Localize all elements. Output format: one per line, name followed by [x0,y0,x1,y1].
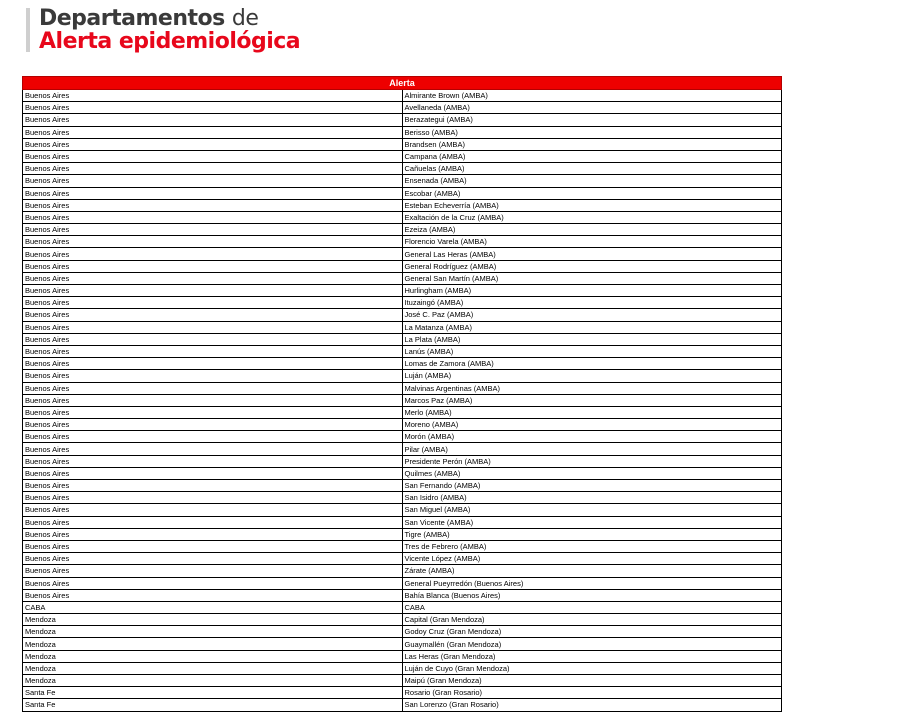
table-row [23,248,782,260]
table-row [23,211,782,223]
department-cell: San Isidro (AMBA) [402,492,782,504]
table-row [23,150,782,162]
province-cell: Mendoza [23,614,403,626]
table-row [23,406,782,418]
table-row [23,650,782,662]
province-cell: Buenos Aires [23,248,403,260]
department-cell: Exaltación de la Cruz (AMBA) [402,211,782,223]
province-cell: Buenos Aires [23,114,403,126]
table-row [23,175,782,187]
department-cell: San Lorenzo (Gran Rosario) [402,699,782,711]
department-cell: Almirante Brown (AMBA) [402,90,782,102]
province-cell: Mendoza [23,675,403,687]
table-row [23,382,782,394]
table-row [23,419,782,431]
province-cell: Buenos Aires [23,455,403,467]
province-cell: Buenos Aires [23,370,403,382]
table-row [23,589,782,601]
department-cell: San Fernando (AMBA) [402,480,782,492]
province-cell: Buenos Aires [23,138,403,150]
department-cell: José C. Paz (AMBA) [402,309,782,321]
table-row [23,90,782,102]
table-row [23,431,782,443]
table-row [23,297,782,309]
province-cell: Mendoza [23,662,403,674]
table-row [23,443,782,455]
title-line-2: Alerta epidemiológica [39,29,301,54]
province-cell: Buenos Aires [23,260,403,272]
department-cell: Berisso (AMBA) [402,126,782,138]
table-row [23,187,782,199]
province-cell: Buenos Aires [23,577,403,589]
table-row [23,102,782,114]
table-header: Alerta [23,77,782,90]
department-cell: Escobar (AMBA) [402,187,782,199]
province-cell: Buenos Aires [23,285,403,297]
province-cell: Buenos Aires [23,187,403,199]
province-cell: Buenos Aires [23,467,403,479]
province-cell: Buenos Aires [23,272,403,284]
province-cell: Buenos Aires [23,199,403,211]
province-cell: Buenos Aires [23,443,403,455]
department-cell: Vicente López (AMBA) [402,553,782,565]
province-cell: Buenos Aires [23,553,403,565]
province-cell: Buenos Aires [23,150,403,162]
province-cell: Buenos Aires [23,126,403,138]
department-cell: Pilar (AMBA) [402,443,782,455]
table-header-row [23,77,782,90]
province-cell: Buenos Aires [23,419,403,431]
table-row [23,577,782,589]
table-row [23,345,782,357]
table-row [23,236,782,248]
table-row [23,224,782,236]
table-row [23,394,782,406]
table-row [23,370,782,382]
province-cell: Buenos Aires [23,431,403,443]
department-cell: Lomas de Zamora (AMBA) [402,358,782,370]
table-row [23,114,782,126]
province-cell: Buenos Aires [23,394,403,406]
department-cell: Rosario (Gran Rosario) [402,687,782,699]
province-cell: Buenos Aires [23,345,403,357]
province-cell: Santa Fe [23,687,403,699]
department-cell: Ituzaingó (AMBA) [402,297,782,309]
department-cell: Tigre (AMBA) [402,528,782,540]
table-row [23,480,782,492]
province-cell: Buenos Aires [23,358,403,370]
department-cell: Morón (AMBA) [402,431,782,443]
table-row [23,528,782,540]
province-cell: CABA [23,601,403,613]
province-cell: Buenos Aires [23,321,403,333]
table-body [23,90,782,712]
department-cell: Zárate (AMBA) [402,565,782,577]
table-row [23,601,782,613]
department-cell: San Vicente (AMBA) [402,516,782,528]
department-cell: La Matanza (AMBA) [402,321,782,333]
department-cell: Quilmes (AMBA) [402,467,782,479]
table-row [23,199,782,211]
province-cell: Buenos Aires [23,211,403,223]
department-cell: General Las Heras (AMBA) [402,248,782,260]
department-cell: General San Martín (AMBA) [402,272,782,284]
province-cell: Buenos Aires [23,516,403,528]
department-cell: Hurlingham (AMBA) [402,285,782,297]
department-cell: General Rodríguez (AMBA) [402,260,782,272]
province-cell: Buenos Aires [23,540,403,552]
table-row [23,321,782,333]
province-cell: Buenos Aires [23,175,403,187]
department-cell: Bahía Blanca (Buenos Aires) [402,589,782,601]
department-cell: CABA [402,601,782,613]
table-row [23,285,782,297]
table-row [23,492,782,504]
department-cell: San Miguel (AMBA) [402,504,782,516]
table-row [23,687,782,699]
province-cell: Buenos Aires [23,297,403,309]
province-cell: Mendoza [23,638,403,650]
department-cell: La Plata (AMBA) [402,333,782,345]
table-row [23,455,782,467]
department-cell: General Pueyrredón (Buenos Aires) [402,577,782,589]
page-title [26,8,300,52]
province-cell: Buenos Aires [23,492,403,504]
title-bold: Departamentos [39,6,225,31]
department-cell: Guaymallén (Gran Mendoza) [402,638,782,650]
province-cell: Buenos Aires [23,382,403,394]
department-cell: Godoy Cruz (Gran Mendoza) [402,626,782,638]
department-cell: Luján de Cuyo (Gran Mendoza) [402,662,782,674]
department-cell: Marcos Paz (AMBA) [402,394,782,406]
department-cell: Malvinas Argentinas (AMBA) [402,382,782,394]
department-cell: Campana (AMBA) [402,150,782,162]
table-row [23,662,782,674]
province-cell: Buenos Aires [23,224,403,236]
department-cell: Florencio Varela (AMBA) [402,236,782,248]
province-cell: Buenos Aires [23,528,403,540]
table-row [23,467,782,479]
province-cell: Buenos Aires [23,163,403,175]
department-cell: Maipú (Gran Mendoza) [402,675,782,687]
title-light: de [231,6,259,31]
title-line-1 [39,8,300,30]
table-row [23,614,782,626]
table-row [23,626,782,638]
table-row [23,504,782,516]
table-row [23,553,782,565]
alert-table [22,76,782,712]
department-cell: Ezeiza (AMBA) [402,224,782,236]
province-cell: Buenos Aires [23,589,403,601]
department-cell: Esteban Echeverría (AMBA) [402,199,782,211]
table-row [23,163,782,175]
table-row [23,126,782,138]
department-cell: Tres de Febrero (AMBA) [402,540,782,552]
table-row [23,272,782,284]
province-cell: Buenos Aires [23,102,403,114]
province-cell: Mendoza [23,650,403,662]
province-cell: Buenos Aires [23,333,403,345]
department-cell: Merlo (AMBA) [402,406,782,418]
province-cell: Buenos Aires [23,480,403,492]
department-cell: Berazategui (AMBA) [402,114,782,126]
province-cell: Buenos Aires [23,504,403,516]
table-row [23,699,782,711]
department-cell: Presidente Perón (AMBA) [402,455,782,467]
department-cell: Las Heras (Gran Mendoza) [402,650,782,662]
province-cell: Buenos Aires [23,309,403,321]
province-cell: Buenos Aires [23,90,403,102]
table-row [23,358,782,370]
table-row [23,309,782,321]
province-cell: Buenos Aires [23,565,403,577]
department-cell: Capital (Gran Mendoza) [402,614,782,626]
department-cell: Cañuelas (AMBA) [402,163,782,175]
province-cell: Santa Fe [23,699,403,711]
department-cell: Luján (AMBA) [402,370,782,382]
province-cell: Buenos Aires [23,236,403,248]
table-row [23,540,782,552]
table-row [23,333,782,345]
table-row [23,516,782,528]
department-cell: Avellaneda (AMBA) [402,102,782,114]
table-row [23,260,782,272]
department-cell: Brandsen (AMBA) [402,138,782,150]
table-row [23,138,782,150]
province-cell: Buenos Aires [23,406,403,418]
province-cell: Mendoza [23,626,403,638]
department-cell: Moreno (AMBA) [402,419,782,431]
table-row [23,565,782,577]
table-row [23,638,782,650]
department-cell: Lanús (AMBA) [402,345,782,357]
department-cell: Ensenada (AMBA) [402,175,782,187]
table-row [23,675,782,687]
